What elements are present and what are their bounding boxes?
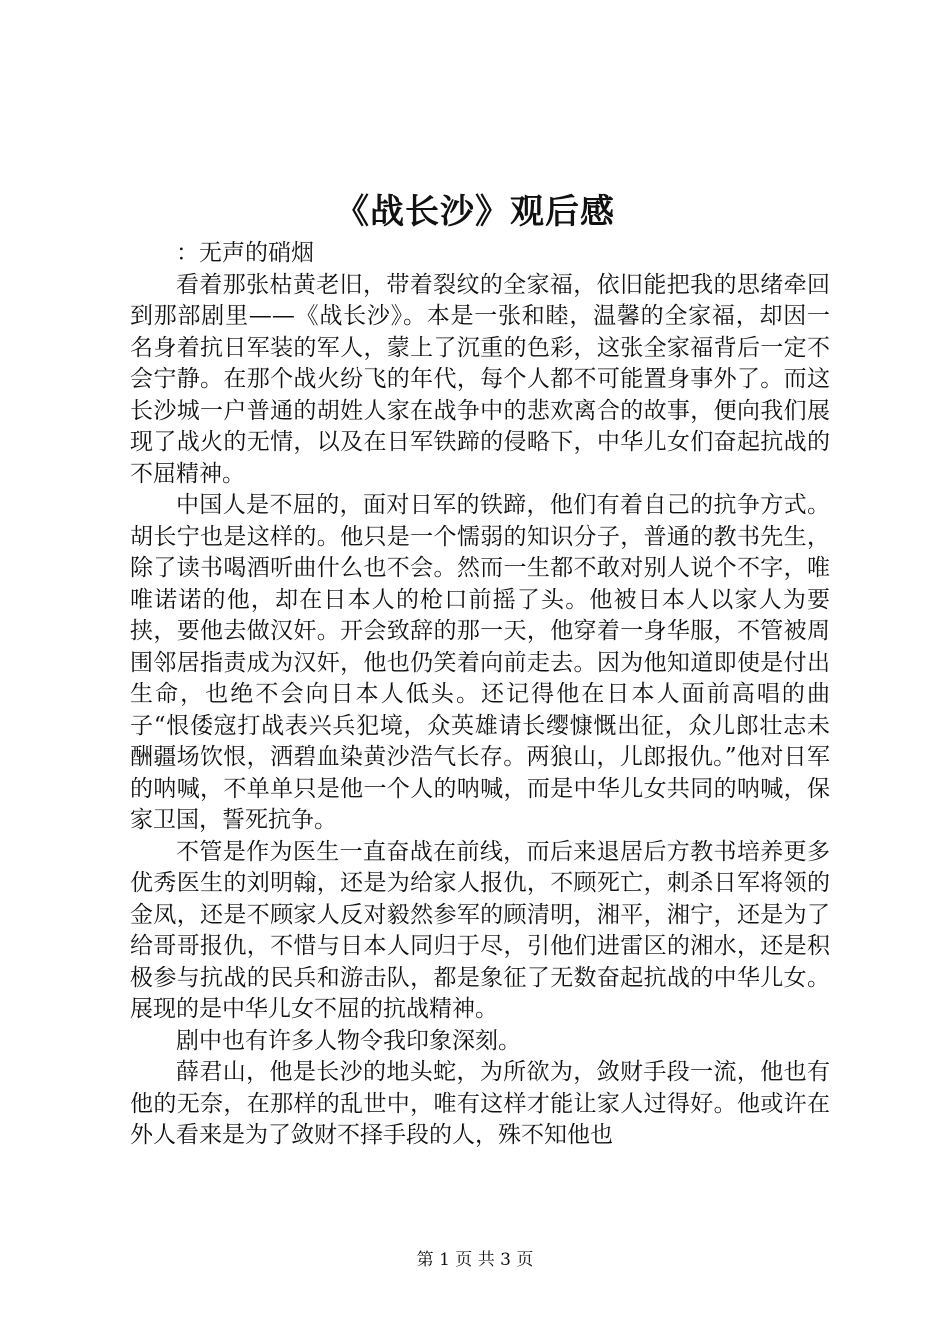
paragraph: 看着那张枯黄老旧，带着裂纹的全家福，依旧能把我的思绪牵回到那部剧里——《战长沙》。本是一张和睦，温馨的全家福，却因一名身着抗日军装的军人，蒙上了沉重的色彩，这张全家福背后一定不会宁静。在那个战火纷飞的年代，每个人都不可能置身事外了。而这长沙城一户普通的胡姓人家在战争中的悲欢离合的故事，便向我们展现了战火的无情，以及在日军铁蹄的侵略下，中华儿女们奋起抗战的不屈精神。 (130, 271, 830, 487)
paragraph: 不管是作为医生一直奋战在前线，而后来退居后方教书培养更多优秀医生的刘明翰，还是为给家人报仇，不顾死亡，刺杀日军将领的金凤，还是不顾家人反对毅然参军的顾清明，湘平，湘宁，还是为了给哥哥报仇，不惜与日本人同归于尽，引他们进雷区的湘水，还是积极参与抗战的民兵和游击队，都是象征了无数奋起抗战的中华儿女。展现的是中华儿女不屈的抗战精神。 (130, 838, 830, 1022)
document-title: 《战长沙》观后感 (335, 192, 615, 232)
page-footer: 第 1 页 共 3 页 (416, 1250, 534, 1270)
document-subtitle: ：无声的硝烟 (176, 240, 314, 266)
paragraph: 剧中也有许多人物令我印象深刻。 (176, 1027, 521, 1054)
paragraph: 中国人是不屈的，面对日军的铁蹄，他们有着自己的抗争方式。胡长宁也是这样的。他只是一个懦弱的知识分子，普通的教书先生，除了读书喝酒听曲什么也不会。然而一生都不敢对别人说个不字，唯唯诺诺的他，却在日本人的枪口前摇了头。他被日本人以家人为要挟，要他去做汉奸。开会致辞的那一天，他穿着一身华服，不管被周围邻居指责成为汉奸，他也仍笑着向前走去。因为他知道即使是付出生命，也绝不会向日本人低头。还记得他在日本人面前高唱的曲子“恨倭寇打战表兴兵犯境，众英雄请长缨慷慨出征，众儿郎壮志未酬疆场饮恨，洒碧血染黄沙浩气长存。两狼山，儿郎报仇。”他对日军的呐喊，不单单只是他一个人的呐喊，而是中华儿女共同的呐喊，保家卫国，誓死抗争。 (130, 492, 830, 833)
paragraph: 薛君山，他是长沙的地头蛇，为所欲为，敛财手段一流，他也有他的无奈，在那样的乱世中，唯有这样才能让家人过得好。他或许在外人看来是为了敛财不择手段的人，殊不知他也 (130, 1059, 830, 1148)
document-body (130, 238, 830, 1152)
